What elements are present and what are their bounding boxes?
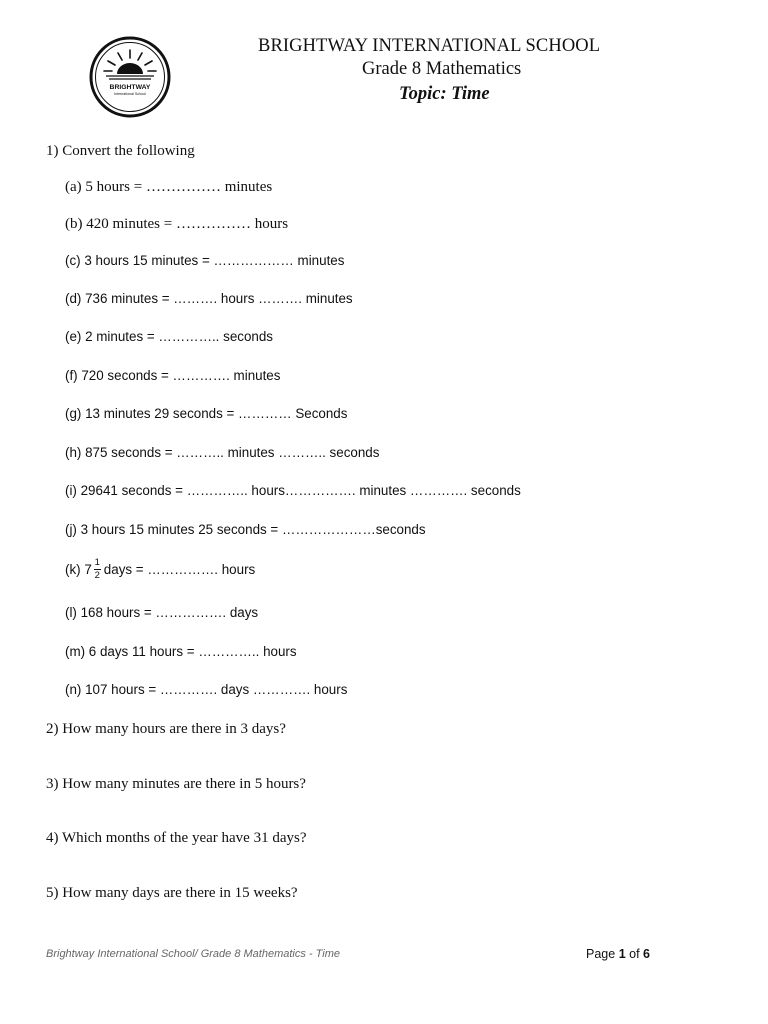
fraction-numerator: 1 (94, 557, 100, 568)
logo-subtext: International School (114, 92, 146, 96)
question-1-item-i: (i) 29641 seconds = ………….. hours……………. minutes …………. seconds (65, 483, 521, 498)
page-current: 1 (618, 947, 626, 961)
item-k-suffix: days = ……………. hours (103, 562, 256, 578)
question-1-item-g: (g) 13 minutes 29 seconds = ………… Seconds (65, 406, 348, 421)
question-1-item-h: (h) 875 seconds = ……….. minutes ……….. seconds (65, 445, 380, 460)
question-1-item-c: (c) 3 hours 15 minutes = ……………… minutes (65, 253, 345, 268)
question-1-item-j: (j) 3 hours 15 minutes 25 seconds = …………………seconds (65, 522, 426, 537)
topic-title: Topic: Time (399, 84, 490, 104)
question-1-heading: 1) Convert the following (46, 143, 195, 159)
page-number (586, 947, 650, 961)
question-1-item-a: (a) 5 hours = …………… minutes (65, 179, 273, 195)
page-of: of (629, 947, 640, 961)
question-1-item-n: (n) 107 hours = …………. days …………. hours (65, 682, 348, 697)
question-1-item-e: (e) 2 minutes = ………….. seconds (65, 329, 273, 344)
question-1-item-b: (b) 420 minutes = …………… hours (65, 216, 289, 232)
question-4: 4) Which months of the year have 31 days? (46, 830, 307, 846)
question-1-item-f: (f) 720 seconds = …………. minutes (65, 368, 281, 383)
fraction-one-half (94, 558, 101, 581)
item-k-prefix: (k) 7 (65, 562, 92, 578)
page-word: Page (586, 947, 616, 961)
question-5: 5) How many days are there in 15 weeks? (46, 885, 298, 901)
question-3: 3) How many minutes are there in 5 hours? (46, 776, 306, 792)
fraction-denominator: 2 (94, 570, 100, 581)
grade-title: Grade 8 Mathematics (362, 59, 522, 79)
question-1-item-k (65, 559, 255, 582)
school-name: BRIGHTWAY INTERNATIONAL SCHOOL (258, 36, 601, 56)
page-total: 6 (643, 947, 650, 961)
question-1-item-m: (m) 6 days 11 hours = ………….. hours (65, 644, 297, 659)
logo-text: BRIGHTWAY (109, 84, 151, 91)
footer-text: Brightway International School/ Grade 8 Mathematics - Time (46, 948, 340, 960)
question-2: 2) How many hours are there in 3 days? (46, 721, 286, 737)
school-logo (88, 36, 172, 118)
question-1-item-d: (d) 736 minutes = ………. hours ………. minutes (65, 291, 353, 306)
question-1-item-l: (l) 168 hours = ……………. days (65, 605, 259, 620)
